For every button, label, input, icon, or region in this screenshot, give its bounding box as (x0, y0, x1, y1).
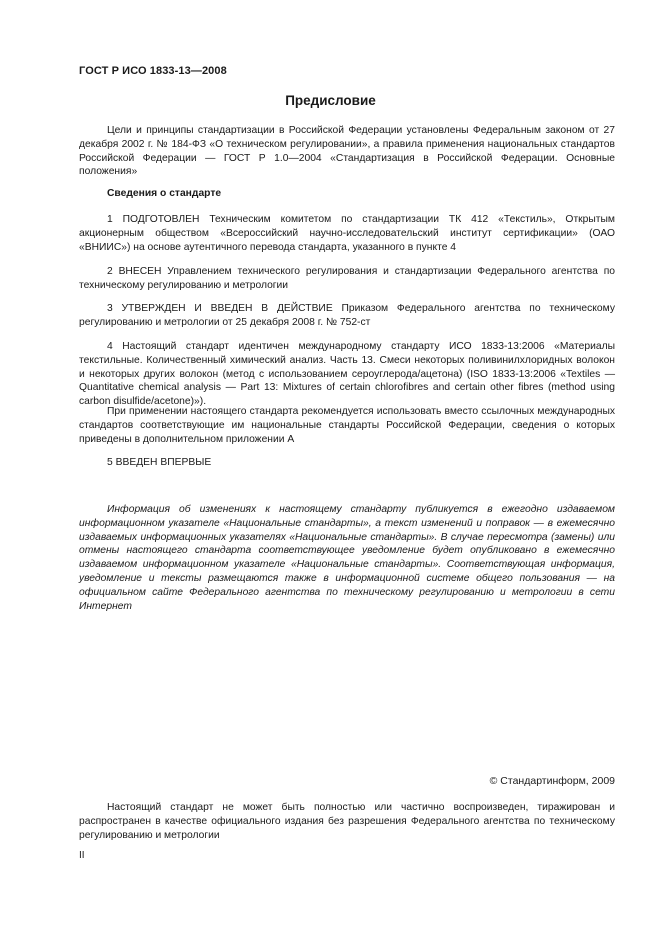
item-4: 4 Настоящий стандарт идентичен международному стандарту ИСО 1833-13:2006 «Материалы текстильные. Количественный химический анализ. Часть 13. Смеси некоторых поливинилхлоридных волокон и некоторых других волокон (метод с использованием сероуглерода/ацетона) (ISO 1833-13:2006 «Textiles — Quantitative chemical analysis — Part 13: Mixtures of certain chlorofibres and certain other fibres (method using carbon disulfide/acetone)»). (79, 341, 615, 408)
page-number: II (79, 850, 85, 861)
copyright: © Стандартинформ, 2009 (489, 775, 615, 787)
page-title: Предисловие (285, 93, 376, 108)
section-heading: Сведения о стандарте (107, 188, 222, 199)
item-2: 2 ВНЕСЕН Управлением технического регулирования и стандартизации Федерального агентства по техническому регулированию и метрологии (79, 266, 615, 291)
footer-paragraph: Настоящий стандарт не может быть полностью или частично воспроизведен, тиражирован и распространен в качестве официального издания без разрешения Федерального агентства по техническому регулированию и метрологии (79, 802, 615, 841)
intro-paragraph: Цели и принципы стандартизации в Российской Федерации установлены Федеральным законом от 27 декабря 2002 г. № 184-ФЗ «О техническом регулировании», а правила применения национальных стандартов Российской Федерации — ГОСТ Р 1.0—2004 «Стандартизация в Российской Федерации. Основные положения» (79, 125, 615, 178)
item-3: 3 УТВЕРЖДЕН И ВВЕДЕН В ДЕЙСТВИЕ Приказом Федерального агентства по техническому регулированию и метрологии от 25 декабря 2008 г. № 752-ст (79, 303, 615, 328)
item-4-note: При применении настоящего стандарта рекомендуется использовать вместо ссылочных международных стандартов соответствующие им национальные стандарты Российской Федерации, сведения о которых приведены в дополнительном приложении А (79, 406, 615, 445)
document-header: ГОСТ Р ИСО 1833-13—2008 (79, 65, 227, 77)
notice-paragraph: Информация об изменениях к настоящему стандарту публикуется в ежегодно издаваемом информационном указателе «Национальные стандарты», а текст изменений и поправок — в ежемесячно издаваемых информационных указателях «Национальные стандарты». В случае пересмотра (замены) или отмены настоящего стандарта соответствующее уведомление будет опубликовано в ежемесячно издаваемом информационном указателе «Национальные стандарты». Соответствующая информация, уведомление и тексты размещаются также в информационной системе общего пользования — на официальном сайте Федерального агентства по техническому регулированию и метрологии в сети Интернет (79, 504, 615, 612)
item-1: 1 ПОДГОТОВЛЕН Техническим комитетом по стандартизации ТК 412 «Текстиль», Открытым акционерным обществом «Всероссийский научно-исследовательский институт сертификации» (ОАО «ВНИИС») на основе аутентичного перевода стандарта, указанного в пункте 4 (79, 214, 615, 253)
item-5: 5 ВВЕДЕН ВПЕРВЫЕ (107, 457, 212, 468)
